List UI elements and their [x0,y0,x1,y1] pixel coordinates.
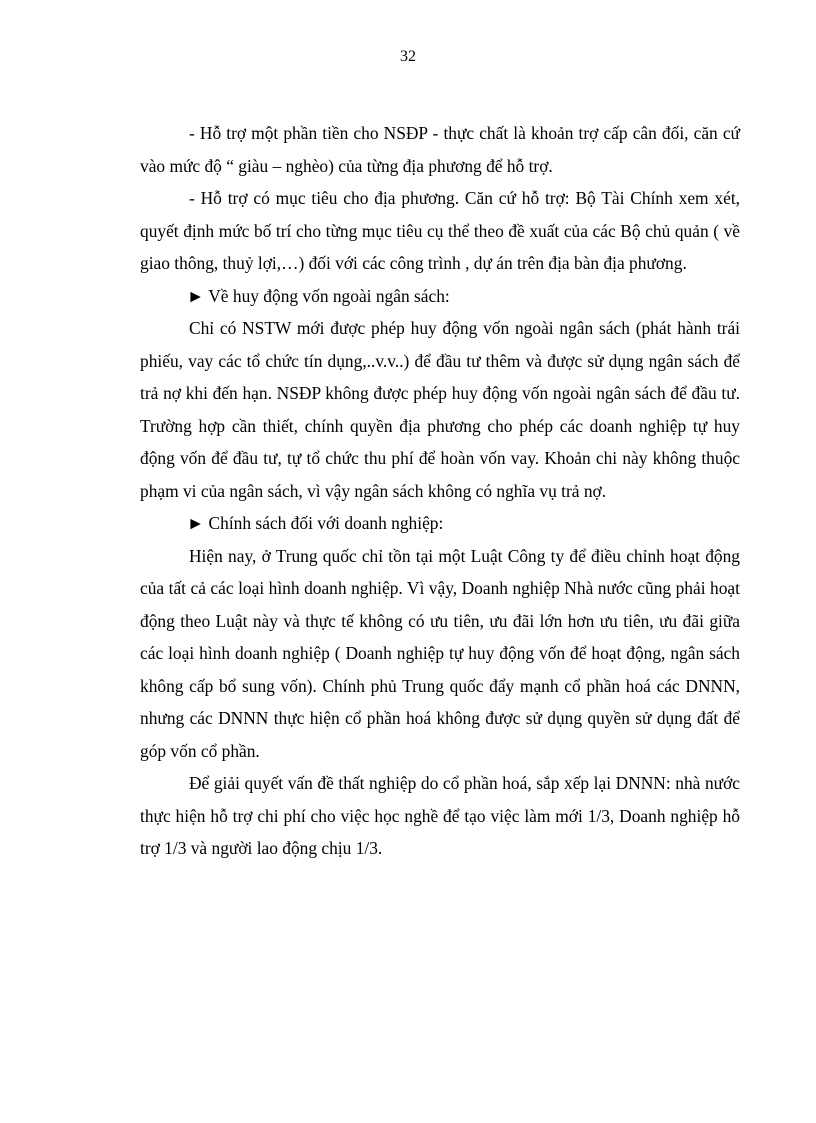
section-heading-off-budget-capital: ► Về huy động vốn ngoài ngân sách: [187,285,450,306]
paragraph-local-budget-support: - Hỗ trợ một phần tiền cho NSĐP - thực chất là khoản trợ cấp cân đối, căn cứ vào mức độ “ giàu – nghèo) của từng địa phương để hỗ trợ. [140,123,740,176]
page-number: 32 [400,48,416,65]
paragraph-enterprise-policy: Hiện nay, ở Trung quốc chỉ tồn tại một Luật Công ty để điều chỉnh hoạt động của tất cả các loại hình doanh nghiệp. Vì vậy, Doanh nghiệp Nhà nước cũng phải hoạt động theo Luật này và thực tế không có ưu tiên, ưu đãi lớn hơn ưu tiên, ưu đãi giữa các loại hình doanh nghiệp ( Doanh nghiệp tự huy động vốn để hoạt động, ngân sách không cấp bổ sung vốn). Chính phủ Trung quốc đẩy mạnh cổ phần hoá các DNNN, nhưng các DNNN thực hiện cổ phần hoá không được sử dụng quyền sử dụng đất để góp vốn cổ phần. [140,545,740,761]
paragraph-off-budget-capital: Chỉ có NSTW mới được phép huy động vốn ngoài ngân sách (phát hành trái phiếu, vay các tổ chức tín dụng,..v.v..) để đầu tư thêm và được sử dụng ngân sách để trả nợ khi đến hạn. NSĐP không được phép huy động vốn ngoài ngân sách để đầu tư. Trường hợp cần thiết, chính quyền địa phương cho phép các doanh nghiệp tự huy động vốn để đầu tư, tự tổ chức thu phí để hoàn vốn vay. Khoản chi này không thuộc phạm vi của ngân sách, vì vậy ngân sách không có nghĩa vụ trả nợ. [140,318,740,501]
paragraph-unemployment: Để giải quyết vấn đề thất nghiệp do cổ phần hoá, sắp xếp lại DNNN: nhà nước thực hiện hỗ trợ chi phí cho việc học nghề để tạo việc làm mới 1/3, Doanh nghiệp hỗ trợ 1/3 và người lao động chịu 1/3. [140,773,740,858]
paragraph-targeted-support: - Hỗ trợ có mục tiêu cho địa phương. Căn cứ hỗ trợ: Bộ Tài Chính xem xét, quyết định mức bố trí cho từng mục tiêu cụ thể theo đề xuất của các Bộ chủ quản ( về giao thông, thuỷ lợi,…) đối với các công trình , dự án trên địa bàn địa phương. [140,188,740,273]
section-heading-enterprise-policy: ► Chính sách đối với doanh nghiệp: [187,513,444,533]
document-body [140,117,740,865]
